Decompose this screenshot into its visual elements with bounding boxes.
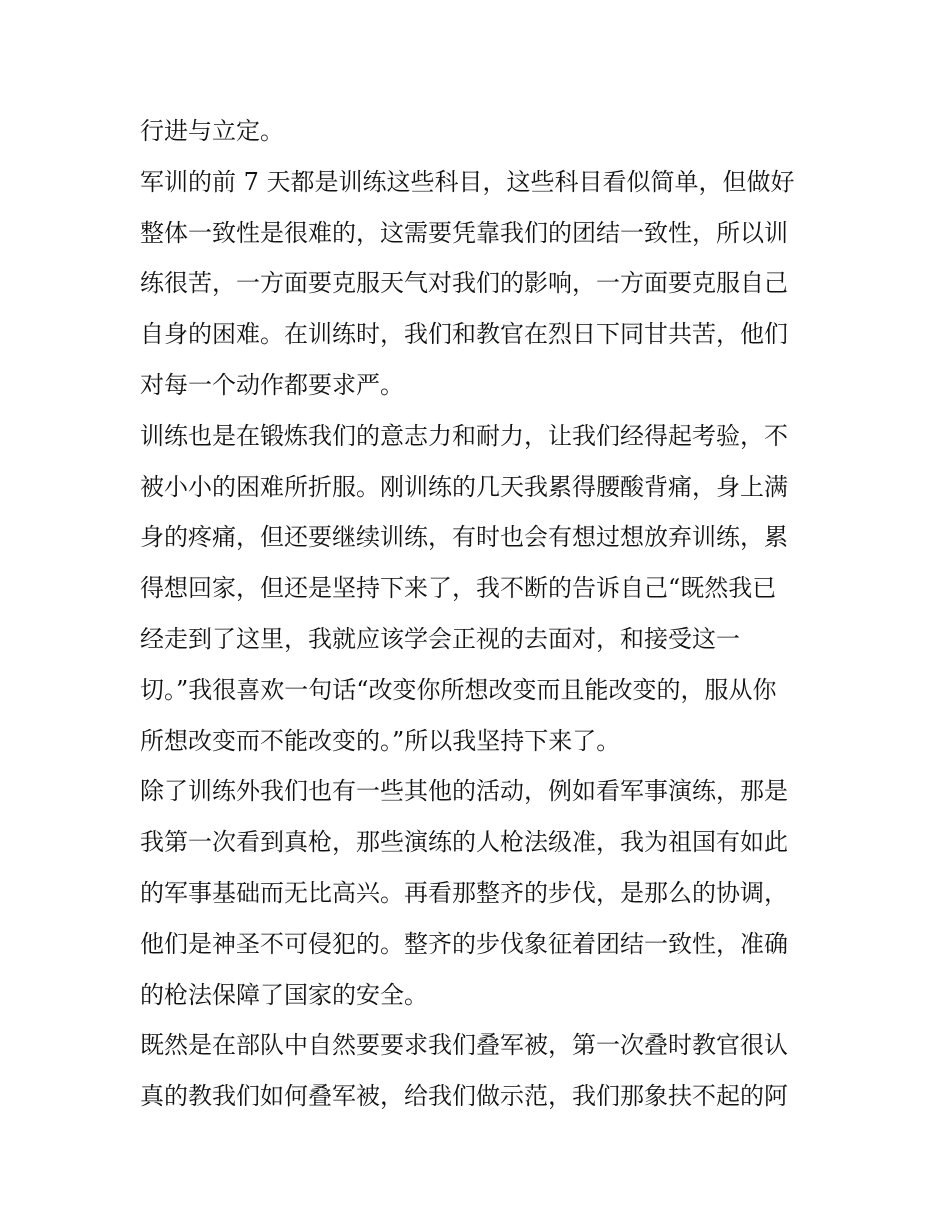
text-line: 他们是神圣不可侵犯的。整齐的步伐象征着团结一致性，准确 — [140, 929, 788, 958]
text-line: 的军事基础而无比高兴。再看那整齐的步伐，是那么的协调， — [140, 878, 788, 907]
text-line: 经走到了这里，我就应该学会正视的去面对，和接受这一 — [140, 624, 740, 653]
text-line: 身的疼痛，但还要继续训练，有时也会有想过想放弃训练，累 — [140, 523, 788, 552]
text-line: 既然是在部队中自然要要求我们叠军被，第一次叠时教官很认 — [140, 1031, 788, 1060]
text-line: 切。”我很喜欢一句话“改变你所想改变而且能改变的，服从你 — [140, 675, 777, 704]
text-line: 训练也是在锻炼我们的意志力和耐力，让我们经得起考验，不 — [140, 421, 788, 450]
text-line: 的枪法保障了国家的安全。 — [140, 980, 428, 1009]
text-line: 军训的前 7 天都是训练这些科目，这些科目看似简单，但做好 — [140, 167, 795, 196]
text-line: 行进与立定。 — [140, 117, 284, 145]
text-line: 对每一个动作都要求严。 — [140, 370, 404, 399]
text-line: 我第一次看到真枪，那些演练的人枪法级准，我为祖国有如此 — [140, 828, 788, 857]
text-line: 整体一致性是很难的，这需要凭靠我们的团结一致性，所以训 — [140, 218, 788, 247]
text-line: 被小小的困难所折服。刚训练的几天我累得腰酸背痛，身上满 — [140, 472, 788, 501]
text-line: 得想回家，但还是坚持下来了，我不断的告诉自己“既然我已 — [140, 574, 777, 603]
text-line: 所想改变而不能改变的。”所以我坚持下来了。 — [140, 726, 621, 755]
text-line: 真的教我们如何叠军被，给我们做示范，我们那象扶不起的阿 — [140, 1082, 788, 1111]
body-text — [140, 106, 820, 1122]
text-line: 自身的困难。在训练时，我们和教官在烈日下同甘共苦，他们 — [140, 320, 788, 349]
text-line: 练很苦，一方面要克服天气对我们的影响，一方面要克服自己 — [140, 269, 788, 298]
text-line: 除了训练外我们也有一些其他的活动，例如看军事演练，那是 — [140, 777, 788, 806]
